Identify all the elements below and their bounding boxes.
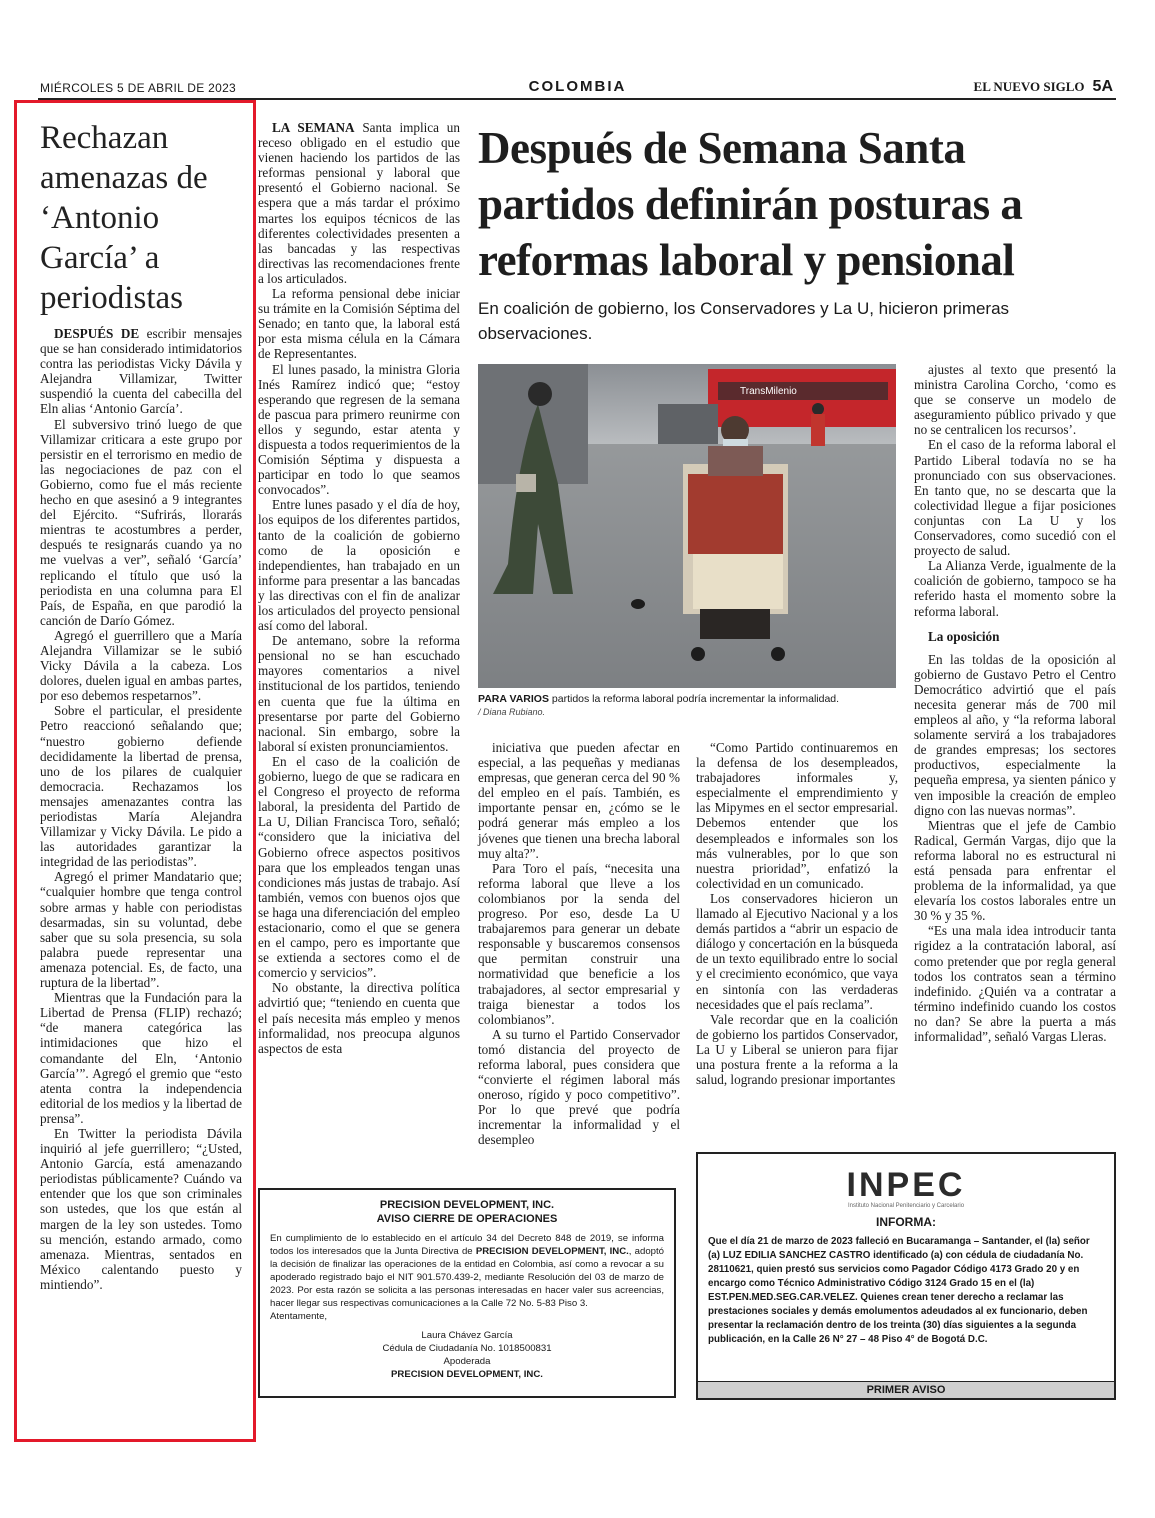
paragraph-text: La reforma pensional debe iniciar su trámite en la Comisión Séptima del Senado; en tanto que, la laboral está por esta misma célula en la Cámara de Representantes.: [258, 286, 460, 362]
article-paragraph: [696, 1012, 898, 1087]
paragraph-text: Agregó el primer Mandatario que; “cualquier hombre que tenga control sobre armas y hable con periodistas desarmadas, sin su voluntad, debe saber que su sola presencia, su sola palabra puede representar una amenaza potencial. Es, de facto, una ruptura de la libertad”.: [40, 869, 242, 991]
lead-in: LA SEMANA: [272, 120, 355, 135]
side-article-title: Rechazan amenazas de ‘Antonio García’ a periodistas: [40, 120, 208, 316]
sig-id: Cédula de Ciudadanía No. 1018500831: [382, 1343, 552, 1354]
main-article-col3: [478, 740, 680, 1148]
photo-caption: [478, 693, 898, 719]
inpec-notice-ad: [696, 1152, 1116, 1400]
paragraph-text: “Es una mala idea introducir tanta rigidez a la contratación laboral, así como pretender que por regla general todos los contratos sean a término indefinido. ¿Quién va a contratar a término indefinido cuando los costos no dan? Se abre la puerta a más informalidad”, señaló Vargas Lleras.: [914, 923, 1116, 1045]
article-paragraph: [914, 558, 1116, 618]
article-paragraph: [258, 362, 460, 498]
ad-closing: Atentamente,: [270, 1311, 328, 1322]
main-article-col5: [914, 362, 1116, 1044]
article-paragraph: [40, 417, 242, 628]
ad-title-company: PRECISION DEVELOPMENT, INC.: [379, 1199, 555, 1211]
article-paragraph: [478, 861, 680, 1027]
article-paragraph: [914, 437, 1116, 558]
paragraph-text: En Twitter la periodista Dávila inquirió al jefe guerrillero; “¿Usted, Antonio García, está amenazando periodistas públicamente? Cuándo va entender que los que son criminales son ustedes, que los que están al margen de la ley son ustedes. Tomo su mención, estando armado, como amenaza. Mientras, sentados en México calentando puesto y mintiendo”.: [40, 1125, 242, 1292]
article-paragraph: [40, 869, 242, 990]
article-paragraph: [40, 628, 242, 703]
article-paragraph: [40, 990, 242, 1126]
sig-name: Laura Chávez García: [421, 1330, 513, 1341]
ad-body: [270, 1232, 664, 1323]
article-paragraph: [258, 497, 460, 633]
paragraph-text: ajustes al texto que presentó la ministra Carolina Corcho, ‘como es que se conserve un modelo de aseguramiento público privado y que no se centralicen los recursos’.: [914, 362, 1116, 438]
paragraph-text: Santa implica un receso obligado en el estudio que vienen haciendo los partidos de las reformas pensional y laboral que presentó el Gobierno nacional. Se espera que a más tardar el próximo martes los equipos técnicos de las diferentes colectividades presenten a las bancadas y las respectivas directivas las recomendaciones frente a los articulados.: [258, 120, 460, 286]
section-title: COLOMBIA: [528, 78, 627, 95]
paragraph-text: Para Toro el país, “necesita una reforma laboral que lleve a los colombianos por la senda del progreso. Por eso, desde La U trabajaremos para generar un debate responsable y buscaremos consensos que permitan construir una normatividad que beneficie a los trabajadores, al sector empresarial y traiga bienestar a todos los colombianos”.: [478, 860, 680, 1027]
ad-signature: [260, 1329, 674, 1381]
paragraph-text: De antemano, sobre la reforma pensional no se han escuchado mayores comentarios a nivel institucional de los partidos, teniendo en cuenta que fue la última en presentarse por parte del Gobierno nacional. Sin embargo, sobre la laboral sí existen pronunciamientos.: [258, 633, 460, 754]
main-article-col4: [696, 740, 898, 1087]
inpec-logo-subtitle: Instituto Nacional Penitenciario y Carcelario: [847, 1203, 965, 1209]
inpec-title: INFORMA:: [876, 1215, 936, 1229]
ad-body-company: PRECISION DEVELOPMENT, INC.: [475, 1246, 629, 1257]
paragraph-text: En el caso de la reforma laboral el Partido Liberal todavía no se ha pronunciado con sus observaciones. En tanto que, no se descarta que la colectividad llegue a fijar posiciones conjuntas con La U y los Conservadores, como sucedió con el proyecto de salud.: [914, 437, 1116, 559]
ad-body-post: , adoptó la decisión de finalizar las operaciones de la entidad en Colombia, así como a revocar a su apoderado registrado bajo el NIT 901.570.439-2, mediante Resolución del 03 de marzo de 2023. Por esta razón se solicita a las personas interesadas en hacer valer sus acreencias, hacer llegar sus respectivas comunicaciones a la Calle 72 No. 5-83 Piso 3.: [270, 1246, 664, 1309]
article-paragraph: [478, 1027, 680, 1148]
ad-title: [260, 1198, 674, 1226]
masthead-date: MIÉRCOLES 5 DE ABRIL DE 2023: [40, 81, 237, 95]
paragraph-text: La Alianza Verde, igualmente de la coalición de gobierno, tampoco se ha referido hasta el momento sobre la reforma laboral.: [914, 558, 1116, 619]
article-paragraph: [914, 362, 1116, 437]
page-number: 5A: [1092, 78, 1113, 95]
street-vendor-photo: [478, 364, 896, 688]
article-paragraph: [914, 652, 1116, 818]
paragraph-text: Agregó el guerrillero que a María Alejandra Villamizar se le subió Vicky Dávila a la cabeza. Los dolores, duelen igual en ambas partes, por eso debemos respetarnos”.: [40, 627, 242, 704]
side-article-body: [40, 326, 242, 1292]
sig-role: Apoderada: [443, 1356, 491, 1367]
article-paragraph: [914, 818, 1116, 924]
article-paragraph: [258, 980, 460, 1055]
precision-notice-ad: [258, 1188, 676, 1398]
article-paragraph: [258, 633, 460, 754]
article-paragraph: [696, 891, 898, 1012]
subheading: La oposición: [928, 628, 1000, 644]
bus-sign: TransMilenio: [740, 386, 797, 397]
ad-body-pre: En cumplimiento de lo establecido en el artículo 34 del Decreto 848 de 2019, se informa todos los interesados que la Junta Directiva de: [270, 1233, 664, 1257]
article-paragraph: [40, 1126, 242, 1292]
newspaper-name: [974, 78, 1113, 96]
article-paragraph: [40, 326, 242, 417]
paragraph-text: Sobre el particular, el presidente Petro reaccionó señalando que; “nuestro gobierno defiende decididamente la libertad de prensa, uno de los pilares de cualquier democracia. Rechazamos los mensajes amenazantes contra las periodistas María Alejandra Villamizar y Vicky Dávila. Le pido a las autoridades garantizar la integridad de las periodistas”.: [40, 703, 242, 870]
article-paragraph: [258, 754, 460, 980]
caption-lead: PARA VARIOS: [478, 693, 549, 705]
paragraph-text: Mientras que el jefe de Cambio Radical, Germán Vargas, dijo que la reforma laboral no es estructural ni está pensada para enfrentar el problema de la informalidad, ya que elevaría los costos laborales entre un 30 % y 35 %.: [914, 817, 1116, 924]
paragraph-text: Mientras que la Fundación para la Libertad de Prensa (FLIP) rechazó; “de manera categórica las intimidaciones que hizo el comandante del Eln, ‘Antonio García’”. Agregó el gremio que “esto atenta contra la independencia editorial de los medios y la libertad de prensa”.: [40, 990, 242, 1126]
article-paragraph: [696, 740, 898, 891]
paragraph-text: escribir mensajes que se han considerado intimidatorios contra las periodistas Vicky Dávila y Alejandra Villamizar, Twitter suspendió la cuenta del cabecilla del Eln alias ‘Antonio García’.: [40, 326, 243, 417]
paragraph-text: iniciativa que pueden afectar en especial, a las pequeñas y medianas empresas, que generan cerca del 90 % del empleo en el país. También, es importante pensar en, ¿cómo se le podrá generar más empleo a los jóvenes que tienen una brecha laboral muy alta?”.: [478, 740, 680, 861]
photo-credit: / Diana Rubiano.: [478, 707, 546, 717]
paragraph-text: A su turno el Partido Conservador tomó distancia del proyecto de reforma laboral, pues considera que “convierte el régimen laboral más oneroso, rígido y poco competitivo”. Por lo que prevé que podría incrementar la informalidad y el desempleo: [478, 1026, 680, 1148]
caption-text: partidos la reforma laboral podría incrementar la informalidad.: [548, 693, 840, 705]
inpec-logo: INPEC: [846, 1166, 966, 1204]
paragraph-text: El subversivo trinó luego de que Villamizar criticara a este grupo por persistir en el terrorismo en medio de las negociaciones de paz con el Gobierno, como fue el más reciente hecho en que asesinó a 9 integrantes del Ejército. “Sufrirás, llorarás mientras te acostumbres a perder, después te resignarás cuando ya no me vuelvas a ver”, señaló ‘García’ replicando el título que usó la periodista en una columna para El País, de España, en que parodió la canción de Darío Gómez.: [40, 416, 242, 628]
inpec-body: Que el día 21 de marzo de 2023 falleció en Bucaramanga – Santander, el (la) señor (a) LUZ EDILIA SANCHEZ CASTRO identificado (a) con cédula de ciudadanía No. 28110621, quien prestó sus servicios como Pagador Código 4173 Grado 20 y en encargo como Técnico Administrativo Código 3124 Grado 15 en el (la) EST.PEN.MED.SEG.CAR.VELEZ. Quienes crean tener derecho a reclamar las prestaciones sociales y demás emolumentos adeudados al ex funcionario, deben presentar la reclamación dentro de los treinta (30) días siguientes a la segunda publicación, en la Calle 26 N° 27 – 48 Piso 4° de Bogotá D.C.: [708, 1236, 1090, 1345]
paragraph-text: “Como Partido continuaremos en la defensa de los desempleados, trabajadores informales y, especialmente el emprendimiento y las Mipymes en el sector empresarial. Debemos entender que los desempleados e informales son los más vulnerables, por lo que son nuestra prioridad”, enfatizó la colectividad en un comunicado.: [696, 740, 898, 891]
article-paragraph: [478, 740, 680, 861]
article-paragraph: [258, 286, 460, 361]
paper-name: EL NUEVO SIGLO: [973, 79, 1085, 94]
article-paragraph: [258, 120, 460, 286]
paragraph-text: El lunes pasado, la ministra Gloria Inés Ramírez indicó que; “estoy esperando que regresen de la semana de pascua para primero reunirme con ellos y segundo, estar atenta y dispuesta a todos requerimientos de la Comisión Séptima y dispuesta a participar en todo lo que seamos convocados”.: [258, 361, 460, 498]
paragraph-text: Vale recordar que en la coalición de gobierno los partidos Conservador, La U y Liberal se unieron para fijar una postura frente a la reforma a la salud, logrando presionar importantes: [696, 1011, 898, 1088]
main-headline: Después de Semana Santa partidos definirán posturas a reformas laboral y pensional: [478, 123, 1023, 285]
ad-title-notice: AVISO CIERRE DE OPERACIONES: [376, 1213, 558, 1225]
paragraph-text: No obstante, la directiva política advirtió que; “teniendo en cuenta que el país necesita más empleo y menos informalidad, nos preocupa algunos aspectos de esta: [258, 980, 460, 1056]
paragraph-text: Entre lunes pasado y el día de hoy, los equipos de los diferentes partidos, tanto de la coalición de gobierno como de la oposición e independientes, han trabajado en un informe para presentar a las bancadas y las directivas con el fin de analizar los articulados del proyecto pensional así como del laboral.: [258, 497, 460, 634]
article-paragraph: [40, 703, 242, 869]
article-paragraph: [914, 923, 1116, 1044]
paragraph-text: En las toldas de la oposición al gobierno de Gustavo Petro el Centro Democrático advirtió que el país necesita generar más de 700 mil empleos al año, y “la reforma laboral solamente servirá a los trabajadores de grandes empresas; los sectores productivos, especialmente la pequeña empresa, ya sienten pánico y ven imposible la creación de empleo digno con las nuevas normas”.: [914, 651, 1116, 818]
sig-company: PRECISION DEVELOPMENT, INC.: [391, 1369, 543, 1380]
article-photo: [478, 364, 896, 688]
main-subheadline: En coalición de gobierno, los Conservadores y La U, hicieron primeras observaciones.: [478, 299, 1010, 343]
paragraph-text: Los conservadores hicieron un llamado al Ejecutivo Nacional y a los demás partidos a “abrir un espacio de diálogo y concertación en la búsqueda de un texto equilibrado entre lo social y el crecimiento económico, que vaya en sintonía con las verdaderas necesidades que el país reclama”.: [696, 890, 898, 1012]
main-article-col1: [258, 120, 460, 1056]
paragraph-text: En el caso de la coalición de gobierno, luego de que se radicara en el Congreso el proyecto de reforma laboral, la presidenta del Partido de La U, Dilian Francisca Toro, señaló; “considero que la iniciativa del Gobierno ofrece aspectos positivos para que los empleados tengan unas condiciones más justas de trabajo. Así también, vemos con buenos ojos que se haga una diferenciación del empleo estacionario, como el que se genera en el campo, pero es importante que se extienda a sectores como el de comercio y servicios”.: [258, 753, 460, 981]
inpec-footer: PRIMER AVISO: [698, 1381, 1114, 1398]
lead-in: DESPUÉS DE: [54, 326, 140, 341]
